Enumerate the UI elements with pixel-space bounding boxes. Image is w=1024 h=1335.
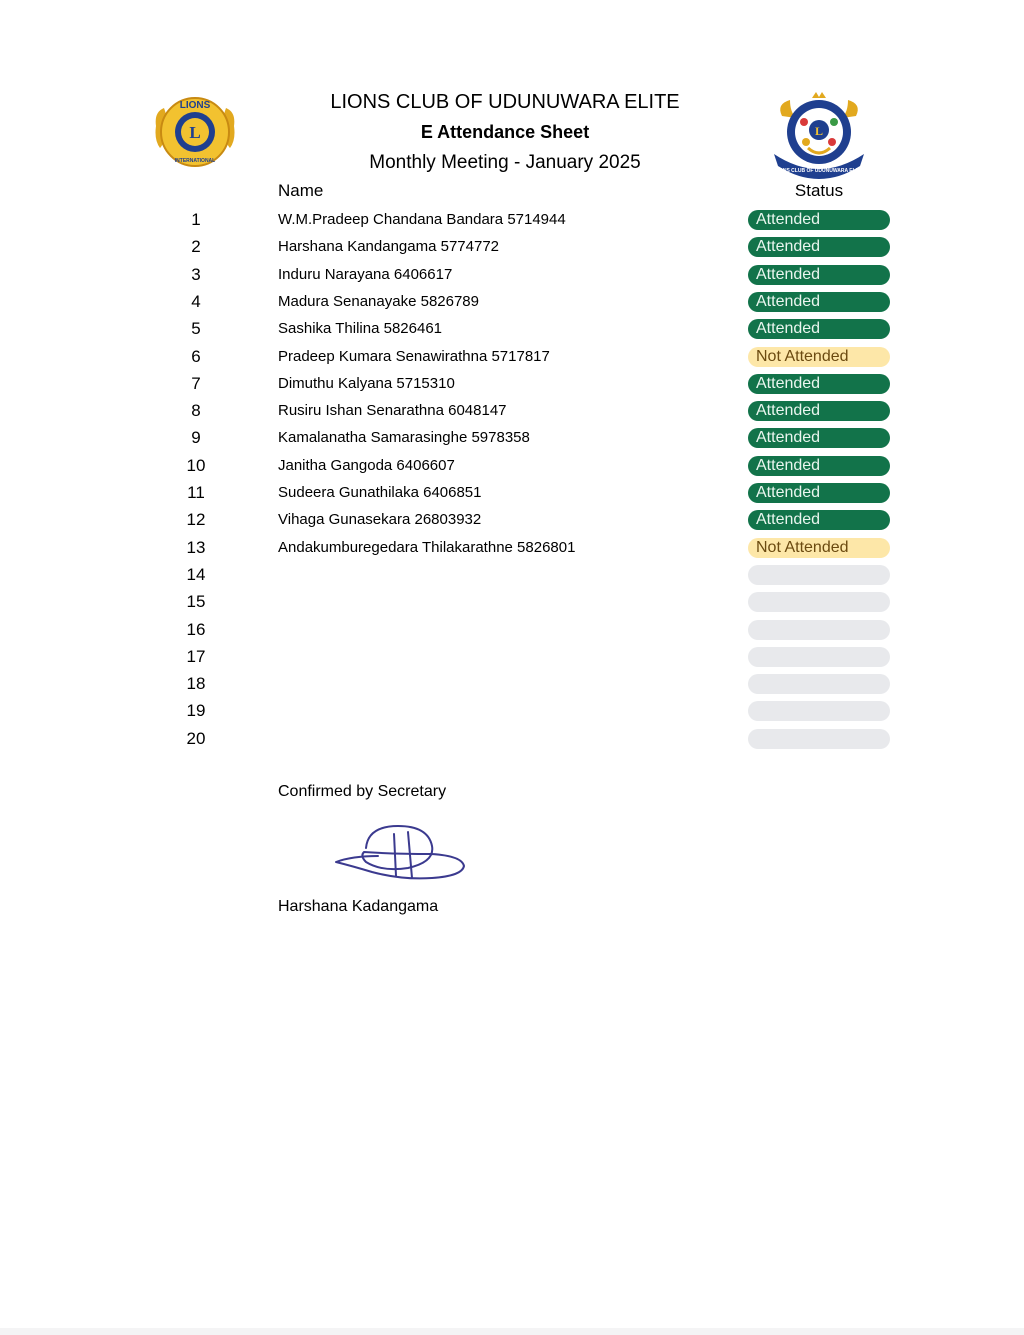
table-row [0, 645, 1024, 669]
lions-international-logo-icon [152, 92, 238, 172]
table-row [0, 263, 1024, 287]
member-name: Sudeera Gunathilaka 6406851 [278, 484, 482, 501]
row-number: 19 [186, 701, 206, 721]
row-number: 18 [186, 674, 206, 694]
table-row [0, 590, 1024, 614]
row-number: 3 [191, 264, 201, 284]
status-badge: Attended [748, 210, 890, 230]
row-number: 14 [186, 564, 206, 584]
member-name: Andakumburegedara Thilakarathne 5826801 [278, 538, 576, 556]
signature-icon [332, 822, 472, 884]
status-badge [748, 620, 890, 640]
status-badge [748, 729, 890, 749]
table-row [0, 481, 1024, 505]
member-name: Pradeep Kumara Senawirathna 5717817 [278, 347, 550, 365]
row-number: 5 [191, 319, 201, 339]
member-name: W.M.Pradeep Chandana Bandara 5714944 [278, 211, 566, 228]
status-badge [748, 701, 890, 721]
row-number: 10 [186, 455, 206, 475]
club-name: LIONS CLUB OF UDUNUWARA ELITE [330, 91, 680, 113]
table-row [0, 536, 1024, 560]
table-row [0, 563, 1024, 587]
member-name: Sashika Thilina 5826461 [278, 320, 443, 338]
confirmed-label: Confirmed by Secretary [278, 783, 447, 800]
status-badge: Attended [748, 428, 890, 448]
row-number: 9 [191, 428, 201, 448]
table-row [0, 727, 1024, 751]
sheet-title: E Attendance Sheet [420, 122, 590, 142]
table-row [0, 426, 1024, 450]
member-name: Vihaga Gunasekara 26803932 [278, 511, 482, 529]
row-number: 17 [186, 646, 206, 666]
status-badge: Attended [748, 292, 890, 312]
meeting-title: Monthly Meeting - January 2025 [369, 152, 641, 173]
svg-text:L: L [189, 123, 201, 142]
table-row [0, 345, 1024, 369]
table-row [0, 672, 1024, 696]
svg-text:LIONS: LIONS [179, 100, 211, 111]
status-badge [748, 674, 890, 694]
table-row [0, 399, 1024, 423]
row-number: 8 [191, 401, 201, 421]
secretary-name: Harshana Kadangama [278, 898, 439, 915]
svg-text:LIONS CLUB OF UDUNUWARA ELITE: LIONS CLUB OF UDUNUWARA ELITE [774, 168, 864, 174]
status-badge: Not Attended [748, 347, 890, 367]
status-badge: Attended [748, 265, 890, 285]
status-badge: Not Attended [748, 538, 890, 558]
table-row [0, 372, 1024, 396]
row-number: 20 [186, 728, 206, 748]
table-row [0, 290, 1024, 314]
member-name: Madura Senanayake 5826789 [278, 292, 479, 310]
table-row [0, 317, 1024, 341]
member-name: Harshana Kandangama 5774772 [278, 238, 500, 256]
status-badge: Attended [748, 237, 890, 257]
table-row [0, 235, 1024, 259]
row-number: 13 [186, 537, 206, 557]
club-crest-logo-icon [768, 88, 870, 180]
table-row [0, 508, 1024, 532]
member-name: Janitha Gangoda 6406607 [278, 456, 455, 474]
status-badge: Attended [748, 374, 890, 394]
row-number: 7 [191, 373, 201, 393]
status-badge: Attended [748, 483, 890, 503]
column-header-status: Status [794, 181, 844, 200]
row-number: 6 [191, 346, 201, 366]
table-row [0, 618, 1024, 642]
member-name: Dimuthu Kalyana 5715310 [278, 374, 455, 392]
row-number: 1 [191, 210, 201, 229]
row-number: 2 [191, 237, 201, 257]
row-number: 15 [186, 592, 206, 612]
member-name: Induru Narayana 6406617 [278, 265, 453, 283]
status-badge: Attended [748, 456, 890, 476]
member-name: Rusiru Ishan Senarathna 6048147 [278, 402, 507, 420]
svg-text:INTERNATIONAL: INTERNATIONAL [174, 158, 216, 164]
status-badge: Attended [748, 510, 890, 530]
row-number: 4 [191, 291, 201, 311]
status-badge: Attended [748, 319, 890, 339]
table-row [0, 699, 1024, 723]
table-row [0, 454, 1024, 478]
row-number: 12 [186, 510, 206, 530]
row-number: 16 [186, 619, 206, 639]
row-number: 11 [187, 483, 205, 502]
status-badge [748, 565, 890, 585]
column-header-name: Name [278, 181, 324, 200]
status-badge [748, 592, 890, 612]
svg-text:L: L [814, 124, 824, 138]
status-badge: Attended [748, 401, 890, 421]
table-row [0, 208, 1024, 232]
member-name: Kamalanatha Samarasinghe 5978358 [278, 429, 530, 447]
status-badge [748, 647, 890, 667]
